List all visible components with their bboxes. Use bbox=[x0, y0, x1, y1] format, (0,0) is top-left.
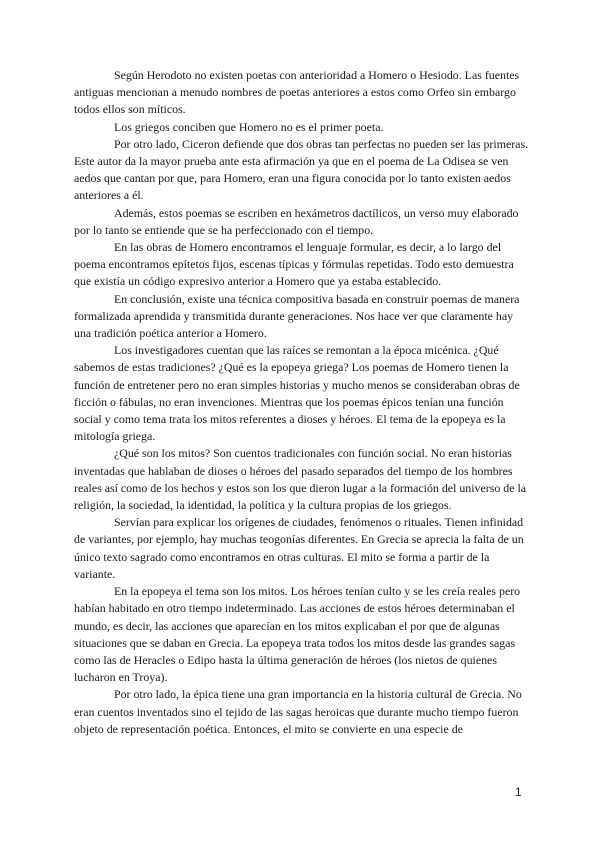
paragraph: Por otro lado, Ciceron defiende que dos obras tan perfectas no pueden ser las primeras. Este autor da la mayor prueba ante esta afirmación ya que en el poema de La Odisea se ven aedos que cantan por que, para Homero, eran una figura conocida por lo tanto existen aedos anteriores a él. bbox=[74, 136, 529, 203]
paragraph: Además, estos poemas se escriben en hexámetros dactílicos, un verso muy elaborado por lo tanto se entiende que se ha perfeccionado con el tiempo. bbox=[74, 205, 519, 237]
body-text bbox=[74, 67, 530, 738]
paragraph: Los investigadores cuentan que las raíces se remontan a la época micénica. ¿Qué sabemos de estas tradiciones? ¿Qué es la epopeya griega? Los poemas de Homero tienen la función de entretener pero no eran simples historias y mucho menos se consideraban obras de ficción o fábulas, no eran invenciones. Mientras que los poemas épicos tenían una función social y como tema trata los mitos referentes a dioses y héroes. El tema de la epopeya es la mitología griega. bbox=[74, 343, 520, 444]
paragraph: En conclusión, existe una técnica compositiva basada en construir poemas de manera formalizada aprendida y transmitida durante generaciones. Nos hace ver que claramente hay una tradición poética anterior a Homero. bbox=[74, 291, 520, 341]
page-number: 1 bbox=[515, 785, 522, 799]
paragraph: ¿Qué son los mitos? Son cuentos tradicionales con función social. No eran historias inventadas que hablaban de dioses o héroes del pasado separados del tiempo de los hombres reales así como de los hechos y estos son los que dieron lugar a la formación del universo de la religión, la sociedad, la identidad, la política y la cultura propias de los griegos. bbox=[74, 446, 527, 513]
paragraph: Según Herodoto no existen poetas con anterioridad a Homero o Hesiodo. Las fuentes antiguas mencionan a menudo nombres de poetas anteriores a estos como Orfeo sin embargo todos ellos son míticos. bbox=[74, 68, 520, 117]
paragraph: Servían para explicar los orígenes de ciudades, fenómenos o rituales. Tienen infinidad de variantes, por ejemplo, hay muchas teogonías diferentes. En Grecia se aprecia la falta de un único texto sagrado como encontramos en otras culturas. El mito se forma a partir de la variante. bbox=[74, 515, 524, 581]
paragraph: Los griegos conciben que Homero no es el primer poeta. bbox=[114, 119, 384, 134]
paragraph: Por otro lado, la épica tiene una gran importancia en la historia cultural de Grecia. No eran cuentos inventados sino el tejido de las sagas heroicas que durante mucho tiempo fueron objeto de representación poética. Entonces, el mito se convierte en una especie de bbox=[74, 687, 522, 736]
paragraph: En las obras de Homero encontramos el lenguaje formular, es decir, a lo largo del poema encontramos epítetos fijos, escenas típicas y fórmulas repetidas. Todo esto demuestra que existía un código expresivo anterior a Homero que ya estaba establecido. bbox=[74, 240, 514, 289]
paragraph: En la epopeya el tema son los mitos. Los héroes tenían culto y se les creía reales pero habían habitado en otro tiempo indeterminado. Las acciones de estos héroes determinaban el mundo, es decir, las acciones que aparecían en los mitos explicaban el por que de algunas situaciones que se daban en Grecia. La epopeya trata todos los mitos desde las grandes sagas como las de Heracles o Edipo hasta la última generación de héroes (los nietos de quienes lucharon en Troya). bbox=[74, 584, 521, 685]
